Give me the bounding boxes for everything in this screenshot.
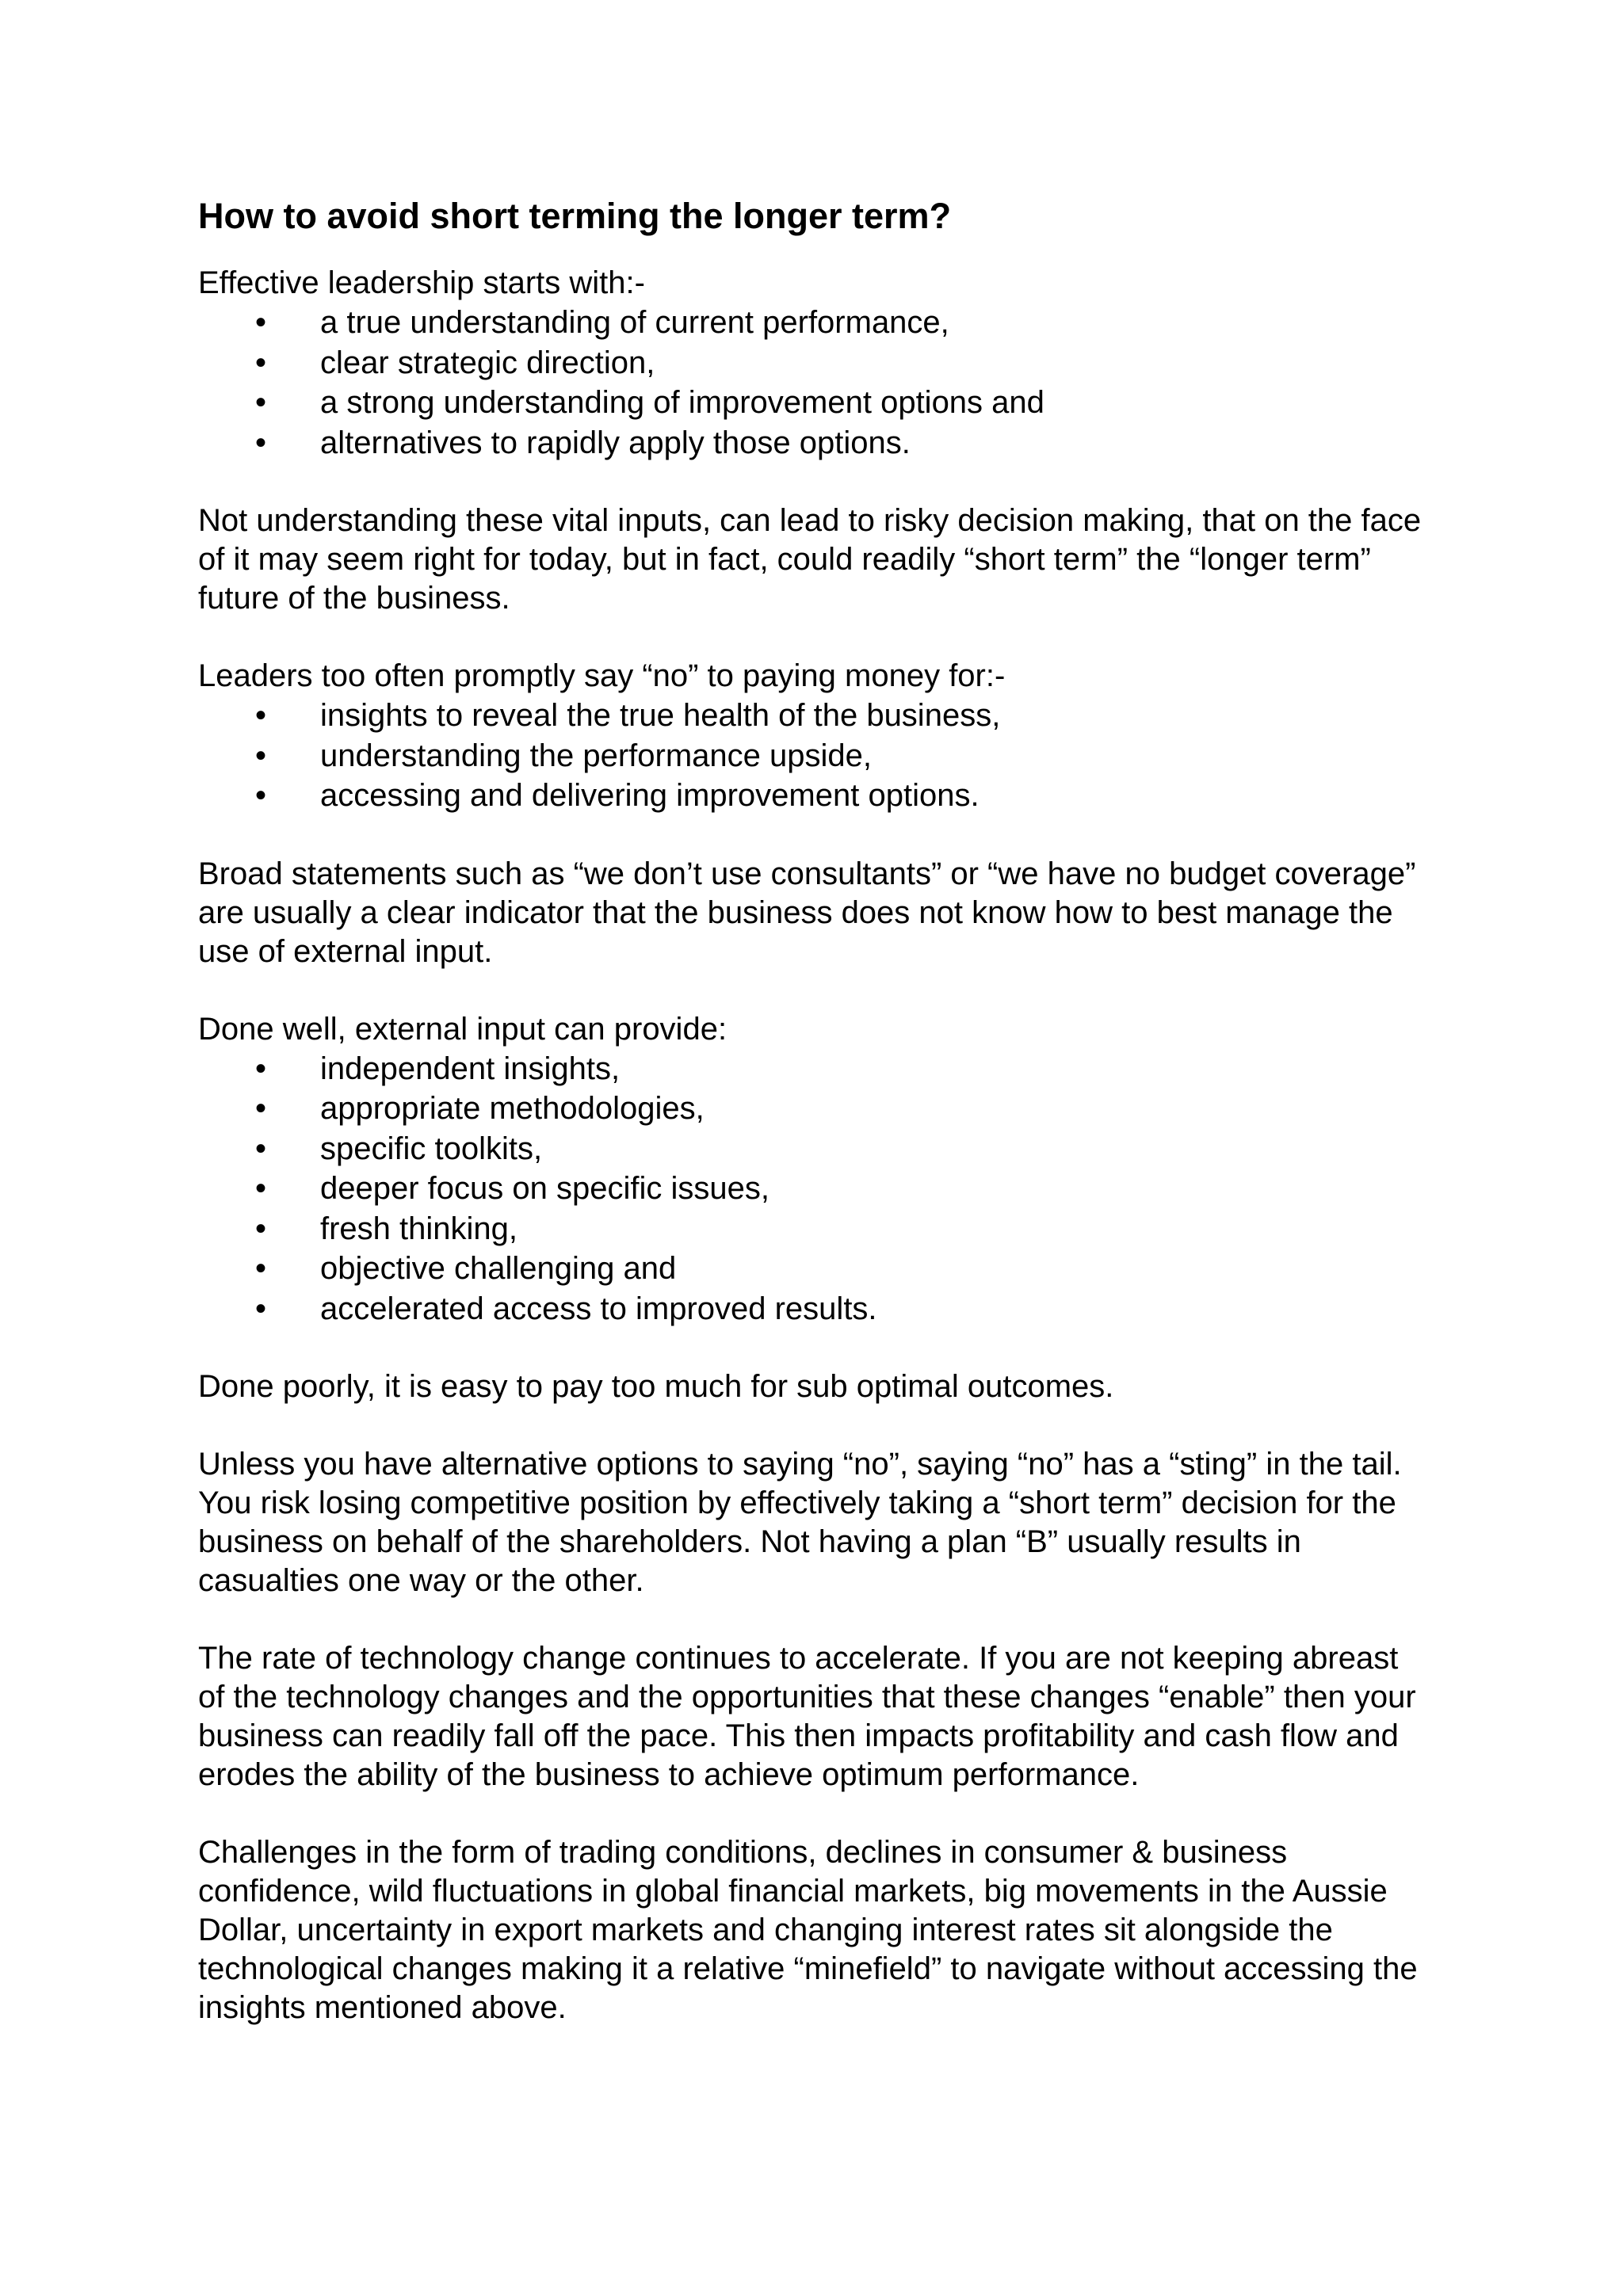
paragraph-vital-inputs (198, 502, 1490, 618)
list-item (198, 383, 1490, 423)
paragraph-line: business on behalf of the shareholders. Not having a plan “B” usually results in (198, 1524, 1301, 1559)
list-item (198, 343, 1490, 383)
section-intro: Effective leadership starts with:- (198, 265, 645, 300)
paragraph-line: future of the business. (198, 581, 510, 616)
paragraph-line: insights mentioned above. (198, 1990, 567, 2025)
bullet-list (198, 696, 1490, 816)
bullet-icon: • (255, 738, 267, 773)
list-item-text: deeper focus on specific issues, (320, 1171, 769, 1206)
list-item-text: fresh thinking, (320, 1211, 518, 1246)
list-item (198, 696, 1490, 736)
list-item-text: accessing and delivering improvement options. (320, 778, 980, 813)
section-intro: Leaders too often promptly say “no” to paying money for:- (198, 658, 1006, 693)
list-item (198, 303, 1490, 343)
document-page (198, 194, 1490, 2027)
paragraph-line: of the technology changes and the opportunities that these changes “enable” then your (198, 1680, 1416, 1714)
paragraph-line: technological changes making it a relative “minefield” to navigate without accessing the (198, 1951, 1418, 1986)
section-done-well (198, 1010, 1490, 1329)
paragraph-done-poorly (198, 1367, 1490, 1406)
bullet-icon: • (255, 1251, 267, 1286)
list-item (198, 1249, 1490, 1289)
list-item-text: a true understanding of current performance, (320, 305, 949, 340)
list-item-text: specific toolkits, (320, 1131, 543, 1166)
list-item (198, 1209, 1490, 1249)
paragraph-broad-statements (198, 855, 1490, 971)
paragraph-line: are usually a clear indicator that the business does not know how to best manage the (198, 894, 1393, 930)
paragraph-line: Done poorly, it is easy to pay too much for sub optimal outcomes. (198, 1369, 1114, 1404)
list-item-text: alternatives to rapidly apply those options. (320, 425, 911, 460)
list-item-text: insights to reveal the true health of the business, (320, 698, 1001, 733)
bullet-list (198, 1049, 1490, 1329)
list-item-text: clear strategic direction, (320, 345, 655, 380)
paragraph-line: Unless you have alternative options to saying “no”, saying “no” has a “sting” in the tail. (198, 1447, 1402, 1482)
paragraph-line: Not understanding these vital inputs, can lead to risky decision making, that on the face (198, 503, 1422, 538)
bullet-icon: • (255, 1131, 267, 1166)
paragraph-line: business can readily fall off the pace. This then impacts profitability and cash flow and (198, 1718, 1399, 1753)
page-title: How to avoid short terming the longer term? (198, 196, 952, 236)
list-item (198, 1289, 1490, 1329)
list-item (198, 736, 1490, 776)
bullet-list (198, 303, 1490, 463)
list-item-text: objective challenging and (320, 1251, 677, 1286)
bullet-icon: • (255, 1051, 267, 1086)
paragraph-line: Dollar, uncertainty in export markets and changing interest rates sit alongside the (198, 1913, 1333, 1947)
paragraph-technology-change (198, 1639, 1490, 1794)
section-leadership (198, 264, 1490, 463)
list-item (198, 1049, 1490, 1089)
paragraph-line: Challenges in the form of trading conditions, declines in consumer & business (198, 1835, 1288, 1870)
list-item-text: a strong understanding of improvement options and (320, 385, 1044, 420)
paragraph-line: confidence, wild fluctuations in global financial markets, big movements in the Aussie (198, 1874, 1388, 1909)
list-item-text: understanding the performance upside, (320, 738, 873, 773)
list-item (198, 423, 1490, 463)
bullet-icon: • (255, 1091, 267, 1126)
paragraph-alternative-options (198, 1445, 1490, 1600)
paragraph-line: erodes the ability of the business to achieve optimum performance. (198, 1757, 1140, 1792)
paragraph-line: The rate of technology change continues to accelerate. If you are not keeping abreast (198, 1641, 1399, 1676)
list-item-text: accelerated access to improved results. (320, 1291, 877, 1326)
bullet-icon: • (255, 385, 267, 420)
bullet-icon: • (255, 1291, 267, 1326)
paragraph-challenges (198, 1833, 1490, 2027)
list-item-text: independent insights, (320, 1051, 621, 1086)
paragraph-line: You risk losing competitive position by effectively taking a “short term” decision for the (198, 1486, 1396, 1520)
paragraph-line: casualties one way or the other. (198, 1563, 644, 1598)
bullet-icon: • (255, 345, 267, 380)
list-item (198, 1089, 1490, 1129)
paragraph-line: use of external input. (198, 933, 493, 969)
bullet-icon: • (255, 1171, 267, 1206)
list-item (198, 1129, 1490, 1169)
paragraph-line: Broad statements such as “we don’t use consultants” or “we have no budget coverage” (198, 856, 1416, 891)
paragraph-line: of it may seem right for today, but in fact, could readily “short term” the “longer term” (198, 542, 1371, 577)
bullet-icon: • (255, 778, 267, 813)
bullet-icon: • (255, 425, 267, 460)
list-item (198, 1169, 1490, 1209)
bullet-icon: • (255, 305, 267, 340)
bullet-icon: • (255, 698, 267, 733)
bullet-icon: • (255, 1211, 267, 1246)
section-leaders-say-no (198, 657, 1490, 816)
list-item (198, 776, 1490, 816)
section-intro: Done well, external input can provide: (198, 1011, 727, 1047)
list-item-text: appropriate methodologies, (320, 1091, 705, 1126)
